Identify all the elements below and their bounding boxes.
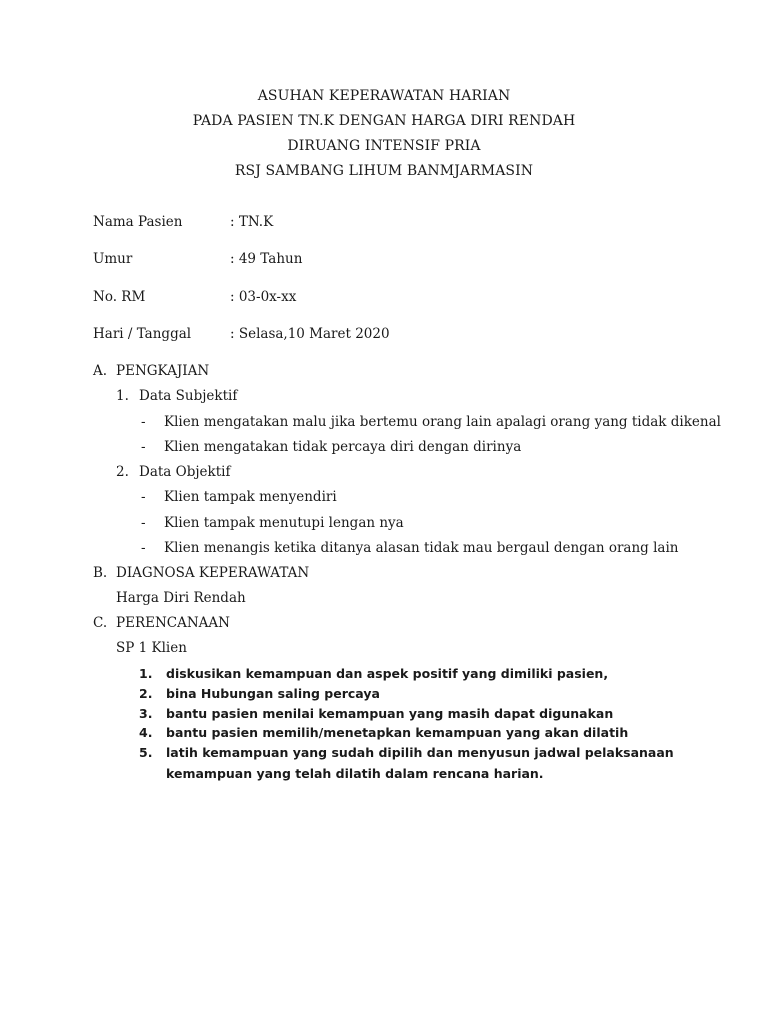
section-a-letter: A. [93,363,108,379]
doc-title-line-2: PADA PASIEN TN.K DENGAN HARGA DIRI RENDAH [192,113,576,129]
plan-item-text: bantu pasien memilih/menetapkan kemampuan yang akan dilatih [166,725,629,740]
patient-rm-value: : 03-0x-xx [230,289,297,305]
plan-item-number: 4. [139,725,153,740]
section-c-title: PERENCANAAN [116,615,230,631]
section-b-letter: B. [93,565,108,581]
plan-item-number: 1. [139,666,153,681]
plan-item-number: 2. [139,686,153,701]
plan-item-text-continued: kemampuan yang telah dilatih dalam rencana harian. [166,766,544,781]
list-item: Klien menangis ketika ditanya alasan tidak mau bergaul dengan orang lain [164,540,679,556]
section-b-title: DIAGNOSA KEPERAWATAN [116,565,310,581]
list-item: Klien mengatakan malu jika bertemu orang lain apalagi orang yang tidak dikenal [164,414,721,430]
plan-item-text: latih kemampuan yang sudah dipilih dan menyusun jadwal pelaksanaan [166,745,674,760]
plan-item-text: bantu pasien menilai kemampuan yang masih dapat digunakan [166,706,614,721]
subsection-2-title: Data Objektif [139,464,231,480]
patient-age-label: Umur [93,251,133,267]
section-a-title: PENGKAJIAN [116,363,210,379]
plan-item-number: 3. [139,706,153,721]
patient-age-value: : 49 Tahun [230,251,303,267]
bullet-dash: - [141,515,146,531]
diagnosis-text: Harga Diri Rendah [116,590,246,606]
patient-name-label: Nama Pasien [93,214,183,230]
subsection-1-number: 1. [116,388,129,404]
patient-date-label: Hari / Tanggal [93,326,192,342]
subsection-1-title: Data Subjektif [139,388,238,404]
patient-date-value: : Selasa,10 Maret 2020 [230,326,390,342]
plan-item-text: bina Hubungan saling percaya [166,686,380,701]
list-item: Klien tampak menutupi lengan nya [164,515,404,531]
subsection-2-number: 2. [116,464,129,480]
bullet-dash: - [141,540,146,556]
bullet-dash: - [141,414,146,430]
patient-name-value: : TN.K [230,214,274,230]
patient-rm-label: No. RM [93,289,146,305]
doc-title-line-3: DIRUANG INTENSIF PRIA [287,138,481,154]
section-c-letter: C. [93,615,108,631]
plan-item-number: 5. [139,745,153,760]
doc-title-line-1: ASUHAN KEPERAWATAN HARIAN [257,88,511,104]
plan-item-text: diskusikan kemampuan dan aspek positif yang dimiliki pasien, [166,666,609,681]
bullet-dash: - [141,439,146,455]
list-item: Klien mengatakan tidak percaya diri dengan dirinya [164,439,522,455]
doc-title-line-4: RSJ SAMBANG LIHUM BANMJARMASIN [234,163,534,179]
list-item: Klien tampak menyendiri [164,489,337,505]
bullet-dash: - [141,489,146,505]
sp-heading: SP 1 Klien [116,640,187,656]
